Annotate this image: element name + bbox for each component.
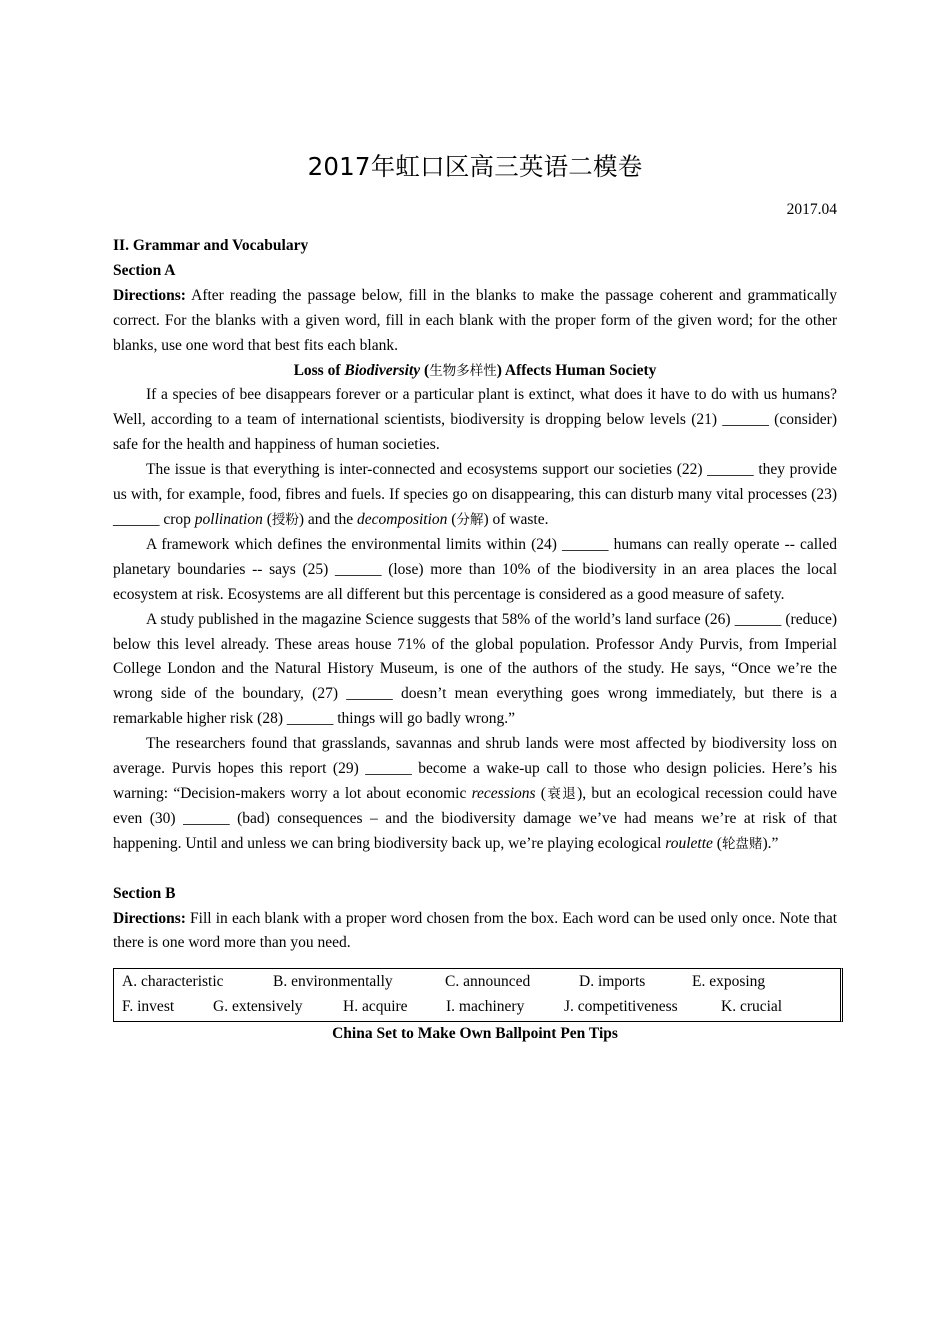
paragraph-text: ).” [762,834,779,852]
document-title: 2017年虹口区高三英语二模卷 [307,152,643,181]
word-option: J. competitiveness [564,997,678,1015]
paragraph-5 [113,732,837,857]
word-box-row [122,970,840,995]
section-a-directions [113,284,837,359]
word-option: G. extensively [213,997,303,1015]
paragraph-text: The issue is that everything is inter-connected and ecosystems support our societies (22) ______ they provide us with, for example, food, fibres and fuels. If species go on disappearing, this can disturb many vital processes (23) ______ crop [113,461,837,528]
paragraph-text: ), but an ecological recession could have even (30) ______ (bad) consequences – and the biodiversity damage we’ve had means we’re at risk of that happening. Until and unless we can bring biodiversity back up, we’re playing ecological [113,784,837,852]
directions-text: Fill in each blank with a proper word chosen from the box. Each word can be used only once. Note that there is one word more than you need. [113,909,837,952]
word-box-row [122,995,840,1020]
word-option: F. invest [122,997,175,1015]
paragraph-text: ( [447,510,457,528]
chinese-gloss: 轮盘赌 [721,835,763,852]
passage-title-b: China Set to Make Own Ballpoint Pen Tips [332,1025,618,1043]
paragraph-1: If a species of bee disappears forever or a particular plant is extinct, what does it have to do with us humans? Well, according to a team of international scientists, biodiversity is dropping below levels (21) ______ (consider) safe for the health and happiness of human societies. [113,386,837,454]
italic-term: roulette [665,834,713,852]
word-option: A. characteristic [122,973,224,991]
paragraph-2 [113,458,837,533]
word-box [113,968,843,1022]
word-option: I. machinery [446,997,525,1015]
italic-term: decomposition [357,510,448,528]
paragraph-text: ( [535,784,546,802]
passage-title-italic: Biodiversity [344,361,421,379]
passage-title-part: ) Affects Human Society [496,361,657,379]
part-heading: II. Grammar and Vocabulary [113,237,309,254]
word-option: C. announced [445,973,531,991]
italic-term: recessions [471,784,536,802]
document-body [113,234,837,1047]
directions-text: After reading the passage below, fill in the blanks to make the passage coherent and grammatically correct. For the blanks with a given word, fill in each blank with the proper form of the given word; for the other blanks, use one word that best fits each blank. [113,286,837,354]
word-option: E. exposing [692,973,766,991]
paragraph-text: The researchers found that grasslands, savannas and shrub lands were most affected by biodiversity loss on average. Purvis hopes this report (29) ______ become a wake-up call to those who design policies. Here’s his warning: “Decision-makers worry a lot about economic [113,735,837,802]
chinese-gloss: 授粉 [271,511,299,528]
paragraph-3: A framework which defines the environmental limits within (24) ______ humans can really operate -- called planetary boundaries -- says (25) ______ (lose) more than 10% of the biodiversity in an area places the local ecosystem at risk. Ecosystems are all different but this percentage is considered as a good measure of safety. [113,535,837,603]
document-date: 2017.04 [786,201,837,218]
chinese-gloss: 分解 [456,511,484,528]
paragraph-text: ) of waste. [483,510,549,528]
paragraph-4: A study published in the magazine Science suggests that 58% of the world’s land surface (26) ______ (reduce) below this level already. These areas house 71% of the global population. Professor Andy Purvis, from Imperial College London and the Natural History Museum, is one of the authors of the study. He says, “Once we’re the wrong side of the boundary, (27) ______ doesn’t mean everything goes wrong immediately, but there is a remarkable higher risk (28) ______ things will go badly wrong.” [113,610,837,728]
passage-title-chinese: 生物多样性 [429,362,497,379]
word-option: B. environmentally [273,973,393,991]
chinese-gloss: 衰退 [545,785,578,802]
word-option: K. crucial [721,997,783,1015]
directions-label: Directions: [113,909,186,927]
section-b-directions [113,907,837,957]
word-option: D. imports [579,973,646,991]
passage-title-part: ( [420,361,430,379]
italic-term: pollination [194,510,263,528]
directions-label: Directions: [113,286,186,304]
passage-title-a [113,359,837,384]
word-option: H. acquire [343,997,408,1015]
paragraph-text: ( [262,510,272,528]
passage-title-part: Loss of [293,361,345,379]
section-a-label: Section A [113,261,176,279]
section-spacer [113,857,837,882]
paragraph-text: ) and the [298,510,357,528]
section-b-label: Section B [113,884,176,902]
paragraph-text: ( [712,834,722,852]
